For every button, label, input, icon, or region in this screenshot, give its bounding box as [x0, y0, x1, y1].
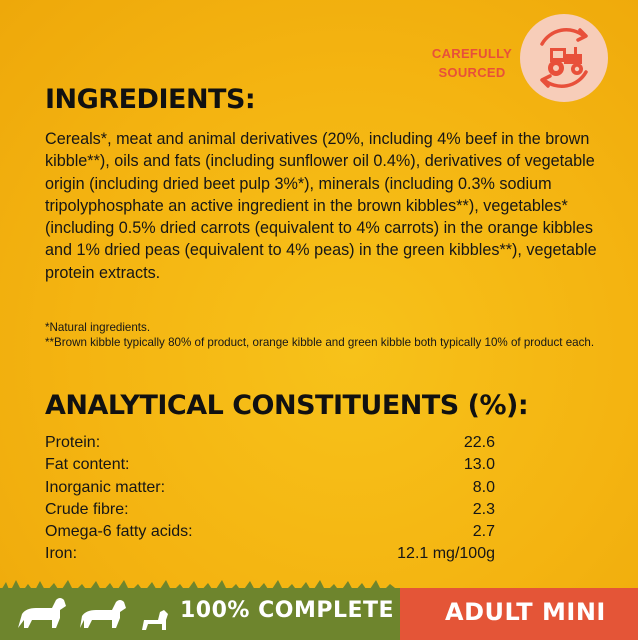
adult-mini-label: ADULT MINI [445, 598, 606, 626]
row-value: 2.7 [472, 523, 495, 541]
table-row [45, 477, 495, 499]
ingredients-heading: INGREDIENTS: [45, 84, 256, 115]
complete-label: 100% COMPLETE [180, 598, 395, 623]
row-label: Fat content: [45, 456, 130, 474]
ingredients-text: Cereals*, meat and animal derivatives (20%, including 4% beef in the brown kibble**), oils and fats (including sunflower oil 0.4%), derivatives of vegetable origin (including dried beet pulp 3%*), minerals (including 0.3% sodium tripolyphosphate an active ingredient in the brown kibbles**), vegetables* (including 0.5% dried carrots (equivalent to 4% carrots) in the orange kibbles and 1% dried peas (equivalent to 4% peas) in the green kibbles**), vegetable protein extracts. [45, 130, 597, 282]
badge-line-2: SOURCED [438, 65, 506, 80]
row-label: Iron: [45, 545, 78, 563]
note-kibble: **Brown kibble typically 80% of product, orange kibble and green kibble both typically 10% of product each. [45, 336, 595, 349]
analytical-table [45, 432, 495, 566]
dog-icon [10, 588, 70, 640]
footer-banner [0, 588, 638, 640]
badge-circle [520, 14, 608, 102]
complete-section [0, 588, 400, 640]
table-row [45, 432, 495, 454]
carefully-sourced-badge [418, 14, 614, 94]
row-value: 13.0 [463, 456, 495, 474]
ingredient-notes [45, 320, 605, 350]
row-value: 8.0 [472, 478, 495, 496]
table-row [45, 543, 495, 565]
badge-text [418, 44, 526, 82]
row-label: Protein: [45, 434, 101, 451]
table-row [45, 521, 495, 543]
row-value: 22.6 [463, 434, 495, 451]
row-value: 12.1 mg/100g [397, 545, 495, 563]
row-label: Omega-6 fatty acids: [45, 523, 193, 541]
table-row [45, 499, 495, 521]
note-natural: *Natural ingredients. [45, 321, 151, 334]
analytical-heading: ANALYTICAL CONSTITUENTS (%): [45, 390, 529, 421]
small-dog-icon [138, 588, 172, 640]
row-value: 2.3 [472, 500, 495, 518]
dog-icon [72, 588, 132, 640]
row-label: Inorganic matter: [45, 478, 166, 496]
tractor-icon [520, 14, 608, 102]
row-label: Crude fibre: [45, 500, 129, 518]
table-row [45, 454, 495, 476]
badge-line-1: CAREFULLY [431, 46, 513, 61]
